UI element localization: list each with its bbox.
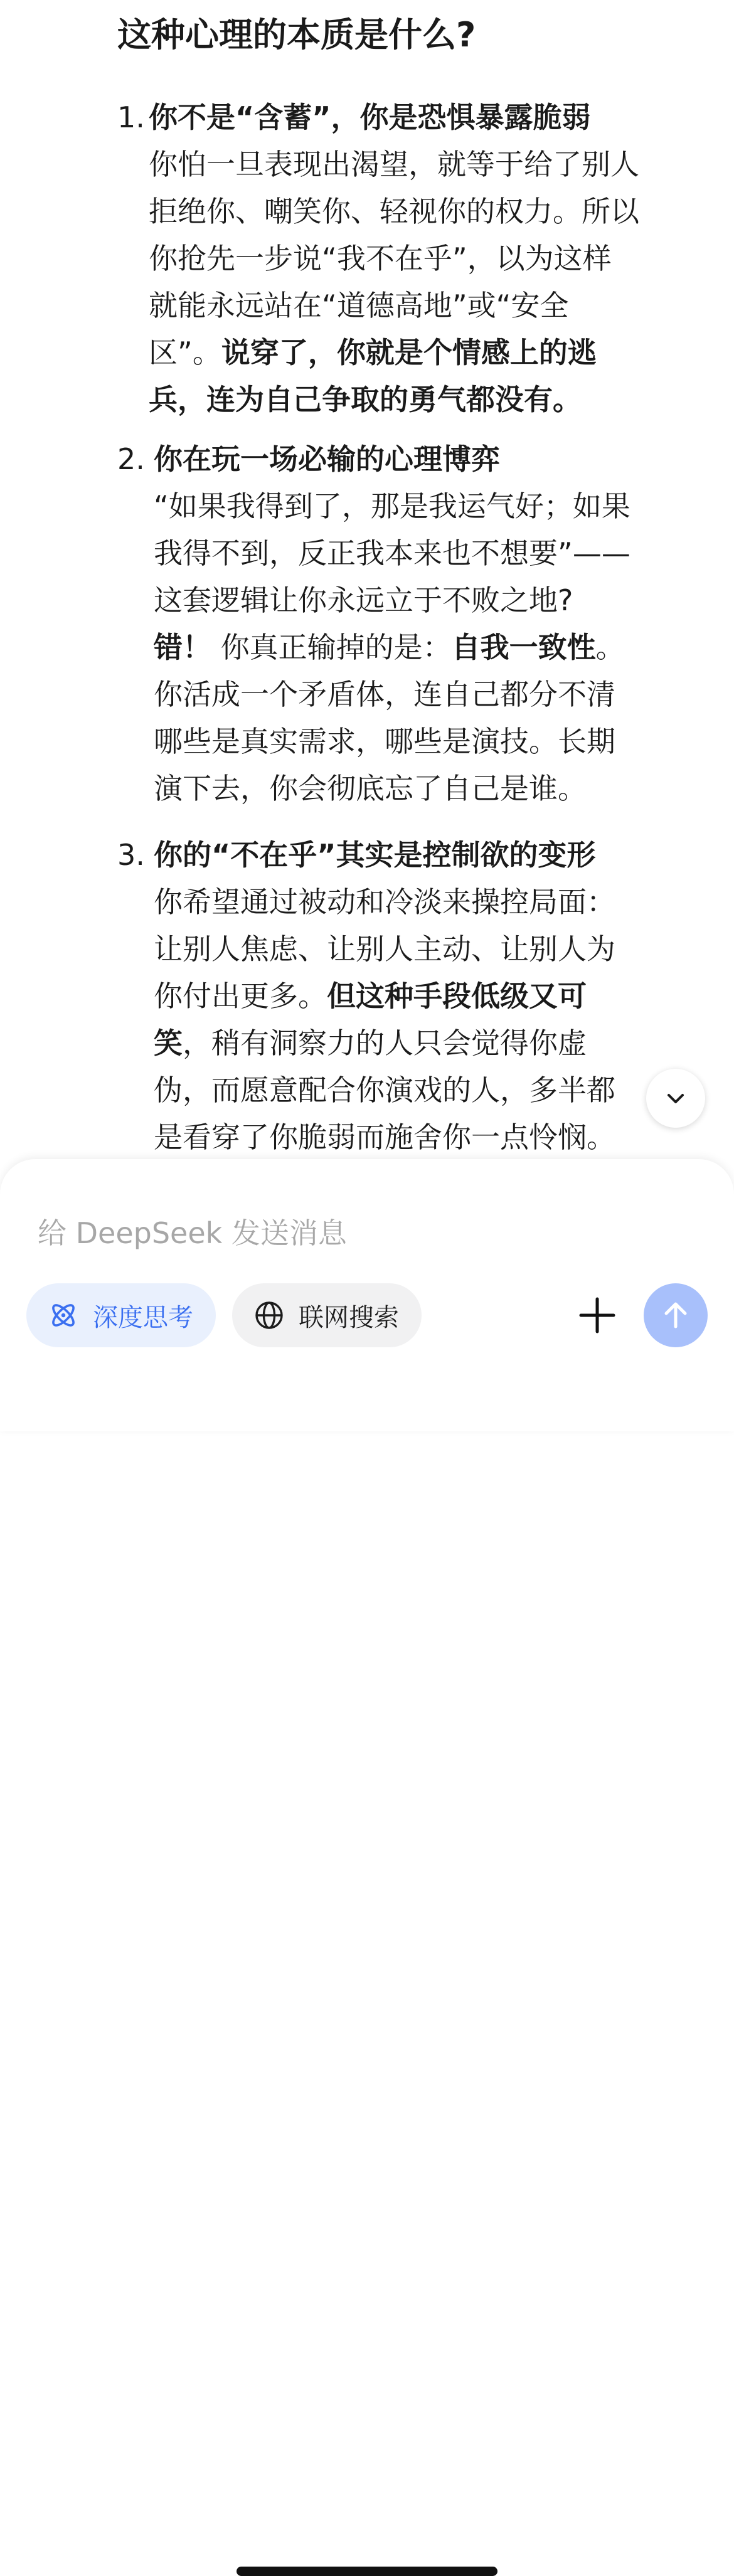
bold-text: 错！ [154,630,211,664]
web-search-label: 联网搜索 [299,1303,399,1332]
list-item-title: 你的“不在乎”其实是控制欲的变形 [154,838,596,872]
list-number: 2. [117,442,145,476]
scroll-down-button[interactable] [646,1069,705,1128]
message-input[interactable]: 给 DeepSeek 发送消息 [38,1216,347,1250]
text-segment: 是看穿了你脆弱而施舍你一点怜悯。 [154,1120,615,1154]
list-item-text-line [149,329,639,376]
text-segment: 你付出更多。 [154,979,327,1013]
text-segment: 演下去，你会彻底忘了自己是谁。 [154,771,587,805]
text-segment: 你活成一个矛盾体，连自己都分不清 [154,677,615,711]
text-segment: 就能永远站在“道德高地”或“安全 [149,289,569,322]
list-item-title: 你在玩一场必输的心理博弈 [154,442,500,476]
text-segment: 区”。 [149,336,221,369]
text-segment: 。 [595,630,625,664]
text-segment: 你真正输掉的是： [211,630,452,664]
section-heading: 这种心理的本质是什么? [117,15,476,55]
list-item-text-line [154,577,630,624]
text-segment: 拒绝你、嘲笑你、轻视你的权力。所以 [149,194,639,228]
list-item-text-line [154,1020,615,1067]
list-number: 1. [117,100,145,134]
list-item-text-line [154,624,630,671]
text-segment: 你抢先一步说“我不在乎”，以为这样 [149,241,612,275]
attach-button[interactable] [576,1294,619,1337]
send-button[interactable] [644,1283,708,1347]
text-segment: 让别人焦虑、让别人主动、让别人为 [154,932,615,966]
bold-text: 兵，连为自己争取的勇气都没有。 [149,383,582,416]
list-item-text-line [154,879,615,926]
web-search-button[interactable] [232,1283,422,1347]
list-item-title: 你不是“含蓄”，你是恐惧暴露脆弱 [149,100,591,134]
list-item-text-line [154,718,630,765]
list-item-text-line [149,141,639,188]
arrow-up-icon [659,1299,692,1332]
list-item-text-line [154,530,630,577]
list-item-text-line [149,282,639,329]
text-segment: 你怕一旦表现出渴望，就等于给了别人 [149,147,639,181]
list-item [117,832,720,1167]
text-segment: 我得不到，反正我本来也不想要”—— [154,536,630,570]
bold-text: 自我一致性 [451,630,596,664]
text-segment: 你希望通过被动和冷淡来操控局面： [154,885,615,919]
list-item-text-line [149,188,639,235]
bold-text: 说穿了，你就是个情感上的逃 [221,336,597,369]
deep-think-button[interactable] [26,1283,216,1347]
atom-icon [48,1300,79,1331]
list-item-text-line [154,973,615,1020]
list-item-text-line [154,1114,615,1161]
chevron-down-icon [662,1084,689,1112]
list-item-text-line [149,376,639,423]
deep-think-label: 深度思考 [93,1303,193,1332]
list-item-text-line [154,765,630,812]
bold-text: 笑 [154,1026,183,1060]
list-item [117,436,720,812]
list-item-text-line [154,671,630,718]
list-item [117,94,720,423]
text-segment: 这套逻辑让你永远立于不败之地? [154,583,573,617]
text-segment: “如果我得到了，那是我运气好；如果 [154,489,630,523]
list-item-text-line [154,926,615,973]
list-number: 3. [117,838,145,872]
message-composer [0,1159,734,1431]
text-segment: ，稍有洞察力的人只会觉得你虚 [183,1026,587,1060]
globe-icon [253,1300,285,1331]
plus-icon [578,1296,616,1334]
bold-text: 但这种手段低级又可 [327,979,587,1013]
home-indicator [237,2567,497,2576]
text-segment: 哪些是真实需求，哪些是演技。长期 [154,724,615,758]
list-item-text-line [154,483,630,530]
text-segment: 伪，而愿意配合你演戏的人，多半都 [154,1073,615,1107]
list-item-text-line [154,1067,615,1114]
list-item-text-line [149,235,639,282]
chat-message [0,0,734,1167]
